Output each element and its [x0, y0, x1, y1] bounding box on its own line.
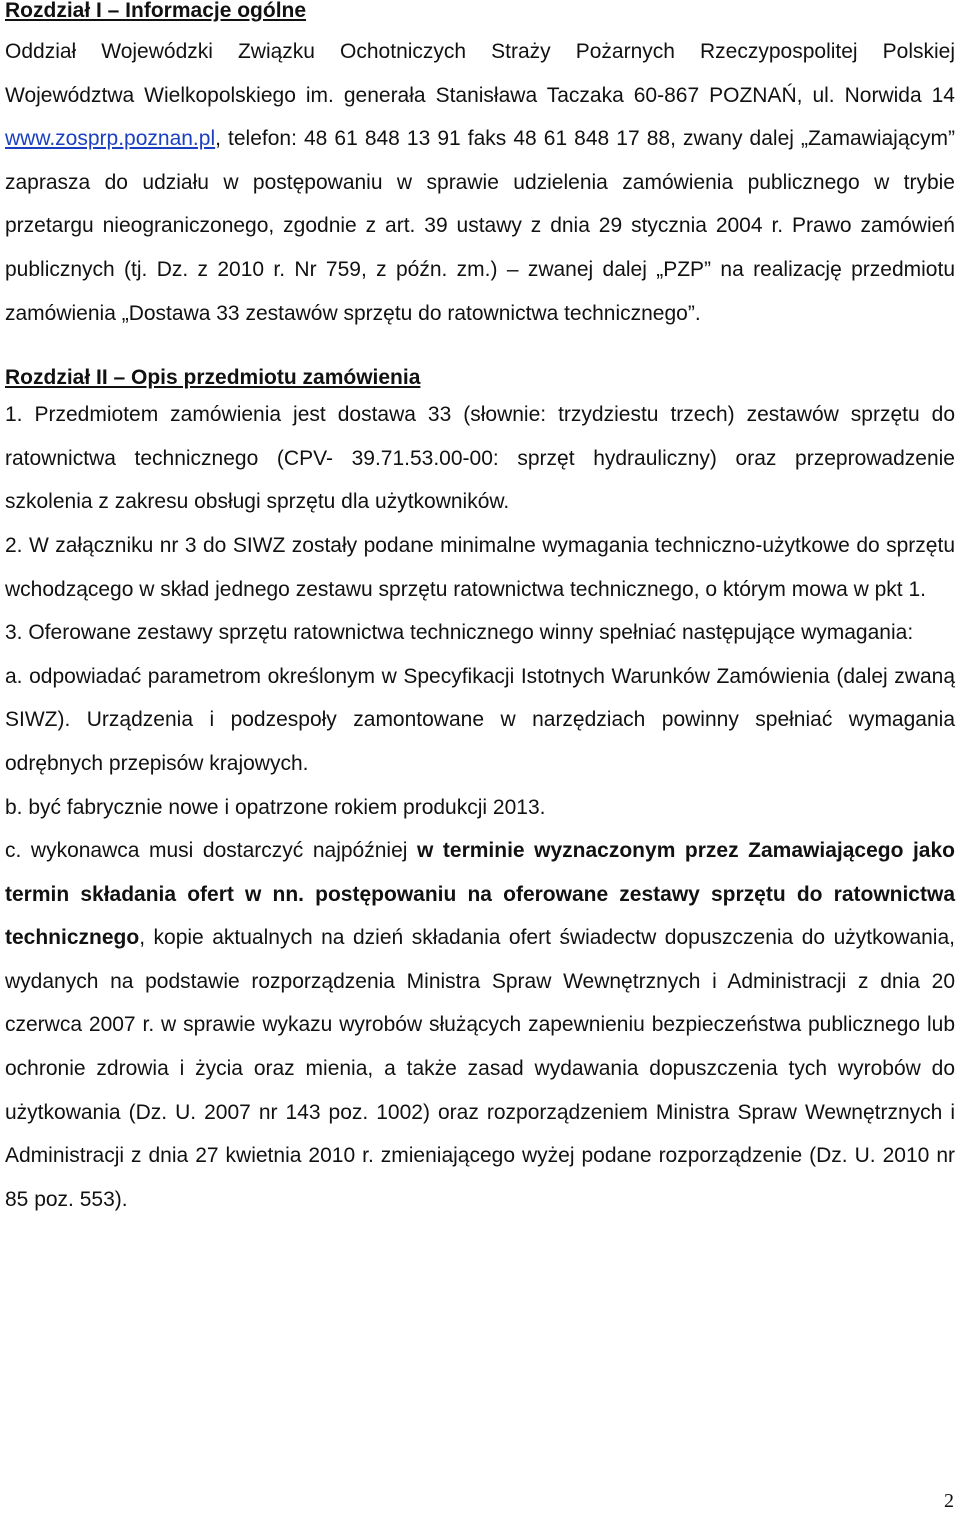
website-link[interactable]: www.zosprp.poznan.pl	[5, 127, 216, 151]
section-heading-2: Rozdział II – Opis przedmiotu zamówienia	[5, 366, 421, 390]
list-item-c	[5, 829, 955, 1221]
section-heading-1: Rozdział I – Informacje ogólne	[5, 0, 307, 22]
intro-text-start: Oddział Wojewódzki Związku Ochotniczych Straży Pożarnych Rzeczypospolitej Polskiej Województwa Wielkopolskiego im. generała Stanisława Taczaka 60-867 POZNAŃ, ul. Norwida 14	[5, 40, 955, 107]
intro-text-end: , telefon: 48 61 848 13 91 faks 48 61 848 17 88, zwany dalej „Zamawiającym” zaprasza do udziału w postępowaniu w sprawie udzielenia zamówienia publicznego w trybie przetargu nieograniczonego, zgodnie z art. 39 ustawy z dnia 29 stycznia 2004 r. Prawo zamówień publicznych (tj. Dz. z 2010 r. Nr 759, z późn. zm.) – zwanej dalej „PZP” na realizację przedmiotu zamówienia „Dostawa 33 zestawów sprzętu do ratownictwa technicznego”.	[5, 127, 955, 325]
list-item-a: a. odpowiadać parametrom określonym w Specyfikacji Istotnych Warunków Zamówienia (dalej zwaną SIWZ). Urządzenia i podzespoły zamontowane w narzędziach powinny spełniać wymagania odrębnych przepisów krajowych.	[5, 664, 955, 775]
list-item-1: 1. Przedmiotem zamówienia jest dostawa 33 (słownie: trzydziestu trzech) zestawów sprzętu do ratownictwa technicznego (CPV- 39.71.53.00-00: sprzęt hydrauliczny) oraz przeprowadzenie szkolenia z zakresu obsługi sprzętu dla użytkowników.	[5, 403, 955, 514]
item-c-bold: w terminie wyznaczonym przez Zamawiającego jako termin składania ofert w nn. postępowaniu na oferowane zestawy sprzętu do ratownictwa technicznego	[5, 839, 955, 950]
document-page	[5, 0, 955, 1221]
intro-paragraph	[5, 30, 955, 335]
item-c-end: , kopie aktualnych na dzień składania ofert świadectw dopuszczenia do użytkowania, wydanych na podstawie rozporządzenia Ministra Spraw Wewnętrznych i Administracji z dnia 20 czerwca 2007 r. w sprawie wykazu wyrobów służących zapewnieniu bezpieczeństwa publicznego lub ochronie zdrowia i życia oraz mienia, a także zasad wydawania dopuszczenia tych wyrobów do użytkowania (Dz. U. 2007 nr 143 poz. 1002) oraz rozporządzeniem Ministra Spraw Wewnętrznych i Administracji z dnia 27 kwietnia 2010 r. zmieniającego wyżej podane rozporządzenie (Dz. U. 2010 nr 85 poz. 553).	[5, 926, 955, 1211]
list-item-b: b. być fabrycznie nowe i opatrzone rokiem produkcji 2013.	[5, 795, 546, 819]
page-number: 2	[944, 1490, 954, 1512]
list-item-3: 3. Oferowane zestawy sprzętu ratownictwa technicznego winny spełniać następujące wymagania:	[5, 621, 914, 645]
list-item-2: 2. W załączniku nr 3 do SIWZ zostały podane minimalne wymagania techniczno-użytkowe do sprzętu wchodzącego w skład jednego zestawu sprzętu ratownictwa technicznego, o którym mowa w pkt 1.	[5, 533, 955, 601]
item-c-start: c. wykonawca musi dostarczyć najpóźniej	[5, 839, 417, 863]
